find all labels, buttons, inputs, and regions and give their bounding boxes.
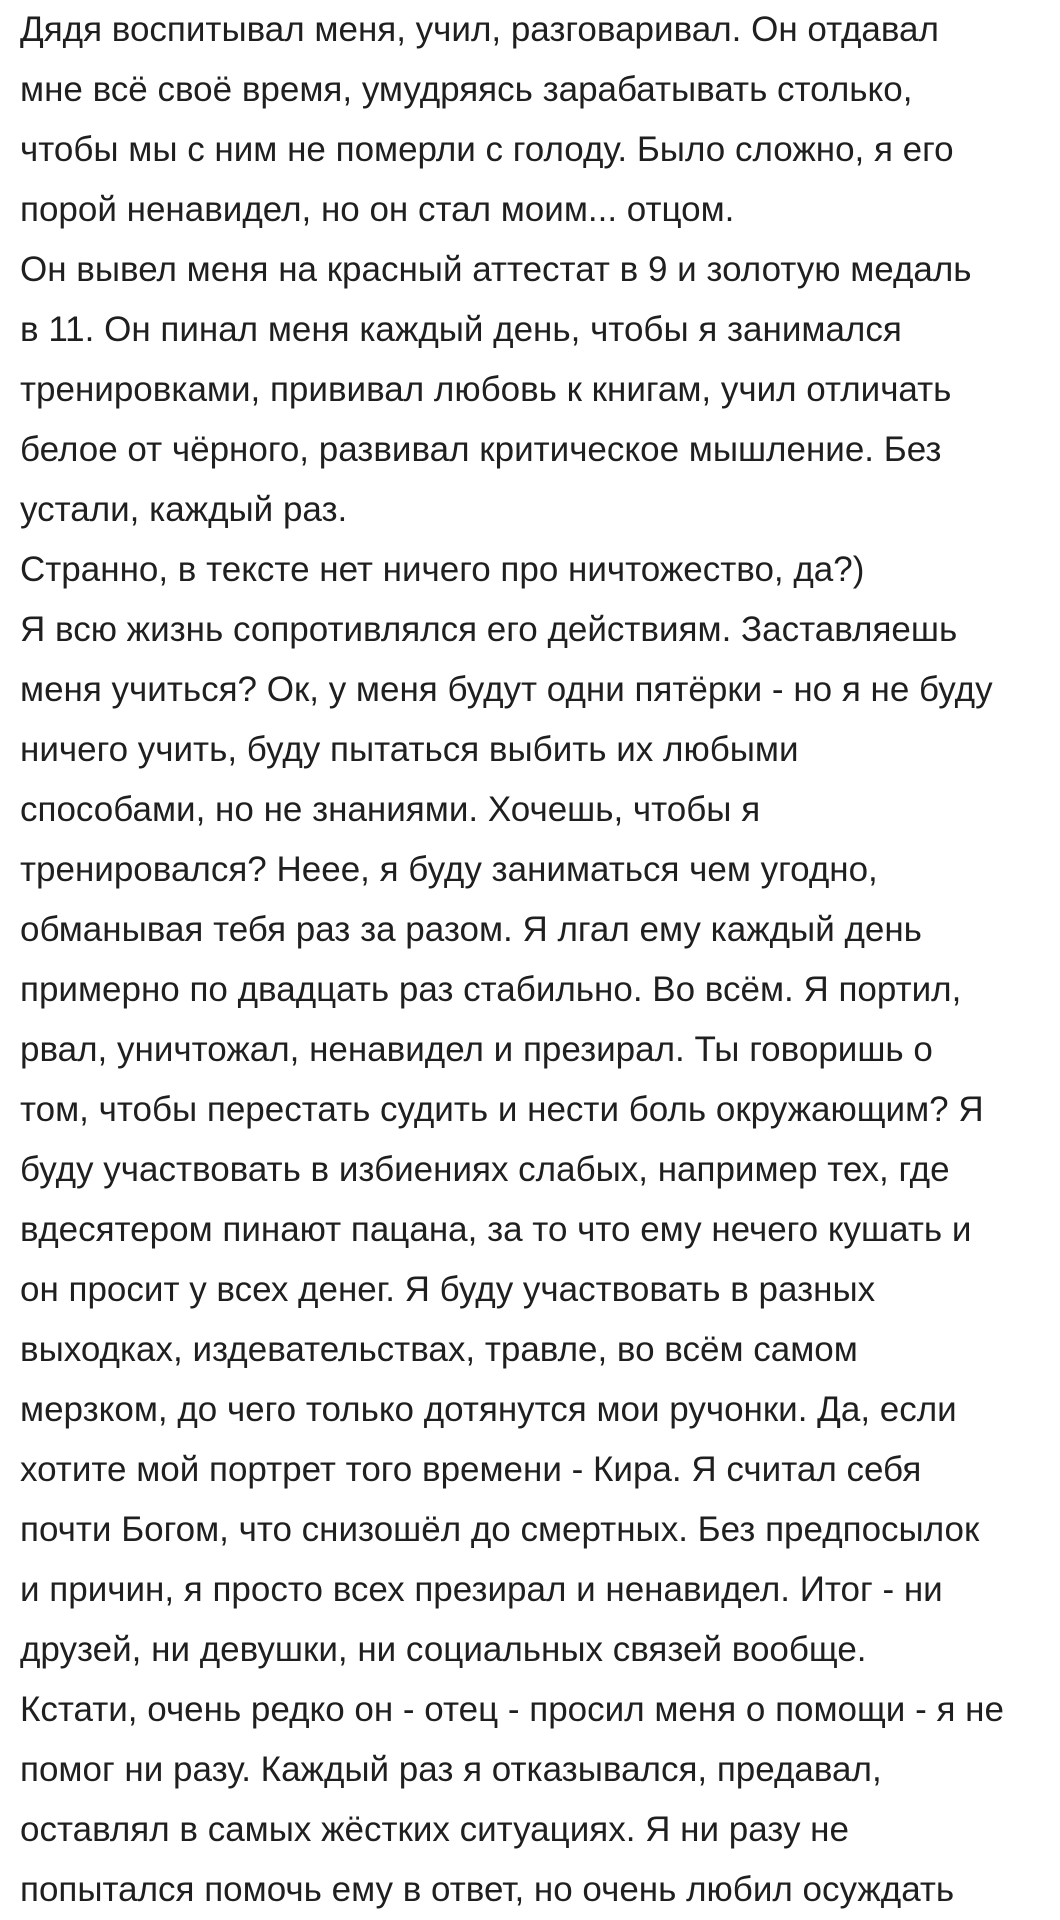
- text-line: мерзком, до чего только дотянутся мои ручонки. Да, если: [20, 1390, 957, 1429]
- text-line: Он вывел меня на красный аттестат в 9 и золотую медаль: [20, 250, 972, 289]
- text-line: почти Богом, что снизошёл до смертных. Без предпосылок: [20, 1510, 980, 1549]
- text-line: ничего учить, буду пытаться выбить их любыми: [20, 730, 799, 769]
- text-line: примерно по двадцать раз стабильно. Во всём. Я портил,: [20, 970, 962, 1009]
- text-line: хотите мой портрет того времени - Кира. Я считал себя: [20, 1450, 922, 1489]
- text-line: Кстати, очень редко он - отец - просил меня о помощи - я не: [20, 1690, 1004, 1729]
- post-text-body: [20, 0, 1050, 1920]
- text-line: способами, но не знаниями. Хочешь, чтобы я: [20, 790, 761, 829]
- text-line: том, чтобы перестать судить и нести боль окружающим? Я: [20, 1090, 984, 1129]
- text-line: обманывая тебя раз за разом. Я лгал ему каждый день: [20, 910, 922, 949]
- text-line: оставлял в самых жёстких ситуациях. Я ни разу не: [20, 1810, 849, 1849]
- text-line: устали, каждый раз.: [20, 490, 348, 529]
- text-line: выходках, издевательствах, травле, во всём самом: [20, 1330, 858, 1369]
- text-line: порой ненавидел, но он стал моим... отцом.: [20, 190, 735, 229]
- text-line: меня учиться? Ок, у меня будут одни пятёрки - но я не буду: [20, 670, 993, 709]
- text-line: буду участвовать в избиениях слабых, например тех, где: [20, 1150, 950, 1189]
- text-line: рвал, уничтожал, ненавидел и презирал. Ты говоришь о: [20, 1030, 933, 1069]
- text-line: Дядя воспитывал меня, учил, разговаривал. Он отдавал: [20, 10, 939, 49]
- text-line: тренировками, прививал любовь к книгам, учил отличать: [20, 370, 952, 409]
- text-line: мне всё своё время, умудряясь зарабатывать столько,: [20, 70, 913, 109]
- text-line: и причин, я просто всех презирал и ненавидел. Итог - ни: [20, 1570, 943, 1609]
- text-line: тренировался? Неее, я буду заниматься чем угодно,: [20, 850, 878, 889]
- text-line: помог ни разу. Каждый раз я отказывался, предавал,: [20, 1750, 882, 1789]
- text-line: вдесятером пинают пацана, за то что ему нечего кушать и: [20, 1210, 972, 1249]
- text-line: друзей, ни девушки, ни социальных связей вообще.: [20, 1630, 867, 1669]
- text-line: в 11. Он пинал меня каждый день, чтобы я занимался: [20, 310, 902, 349]
- text-line: попытался помочь ему в ответ, но очень любил осуждать: [20, 1870, 955, 1909]
- text-line: Странно, в тексте нет ничего про ничтожество, да?): [20, 550, 865, 589]
- text-line: Я всю жизнь сопротивлялся его действиям. Заставляешь: [20, 610, 958, 649]
- text-line: белое от чёрного, развивал критическое мышление. Без: [20, 430, 942, 469]
- text-line: чтобы мы с ним не померли с голоду. Было сложно, я его: [20, 130, 954, 169]
- text-line: он просит у всех денег. Я буду участвовать в разных: [20, 1270, 876, 1309]
